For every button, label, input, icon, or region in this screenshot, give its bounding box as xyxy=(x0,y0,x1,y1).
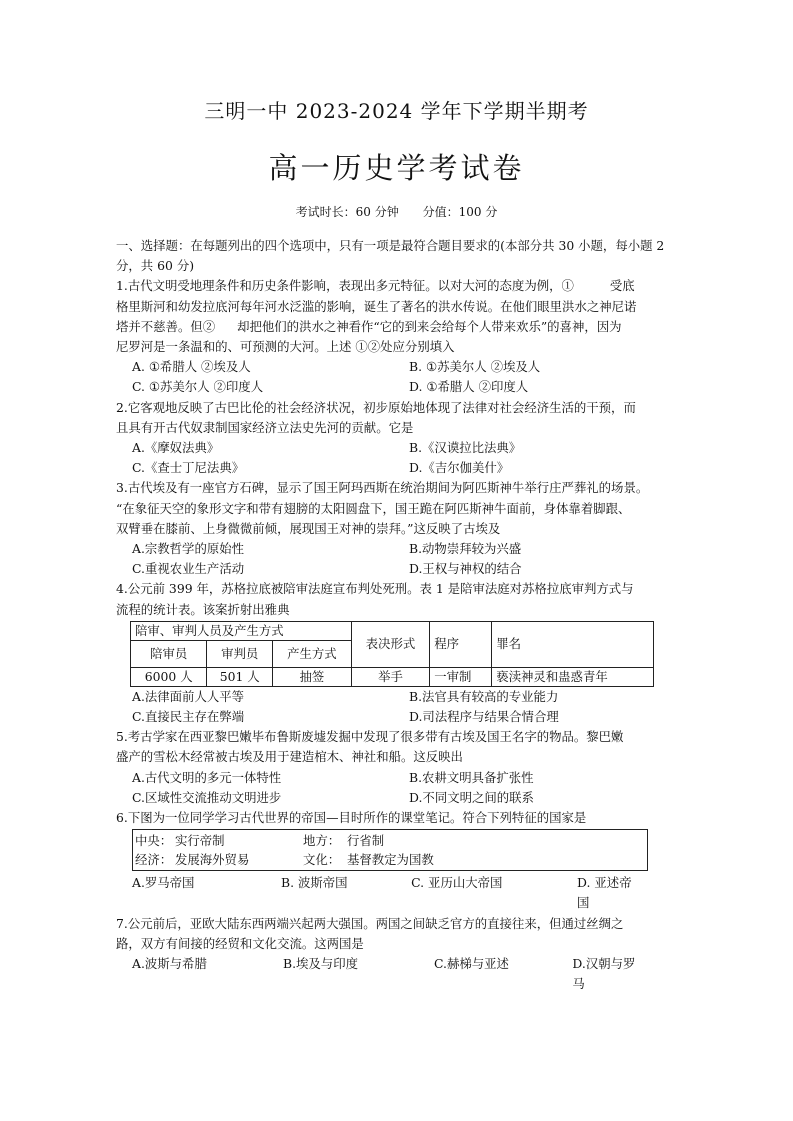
q5-options-row xyxy=(116,788,678,808)
section-heading: 一、选择题：在每题列出的四个选项中，只有一项是最符合题目要求的(本部分共 30 小题，每小题 2 分，共 60 分) xyxy=(116,238,665,274)
question-4 xyxy=(116,579,678,727)
q6-option-d[interactable]: D. 亚述帝国 xyxy=(577,875,632,911)
q5-line: 盛产的雪松木经常被古埃及用于建造棺木、神社和船。这反映出 xyxy=(116,749,463,765)
q5-options-row xyxy=(116,768,678,788)
q1-line: 尼罗河是一条温和的、可预测的大河。上述 ①②处应分别填入 xyxy=(116,339,455,355)
q3-option-d[interactable]: D.王权与神权的结合 xyxy=(409,561,522,577)
table-header-charge: 罪名 xyxy=(492,621,654,667)
q7-line: 7.公元前后，亚欧大陆东西两端兴起两大强国。两国之间缺乏官方的直接往来，但通过丝绸之 xyxy=(116,915,624,931)
notes-value: 发展海外贸易 xyxy=(175,852,250,868)
q4-option-d[interactable]: D.司法程序与结果合情合理 xyxy=(409,709,559,725)
notes-value: 行省制 xyxy=(347,833,385,849)
q6-option-c[interactable]: C. 亚历山大帝国 xyxy=(411,875,503,891)
q7-option-d[interactable]: D.汉朝与罗马 xyxy=(572,956,636,992)
q2-options-row xyxy=(116,438,678,458)
q3-options-row xyxy=(116,559,678,579)
q5-line: 5.考古学家在西亚黎巴嫩毕布鲁斯废墟发掘中发现了很多带有古埃及国王名字的物品。黎巴嫩 xyxy=(116,729,624,745)
table-cell: 举手 xyxy=(351,667,430,686)
q1-option-b[interactable]: B. ①苏美尔人 ②埃及人 xyxy=(409,359,541,375)
question-1 xyxy=(116,276,678,397)
table-header-method: 产生方式 xyxy=(273,640,352,667)
q1-line: 1.古代文明受地理条件和历史条件影响，表现出多元特征。以对大河的态度为例，① xyxy=(116,278,574,294)
notes-label: 地方： xyxy=(303,833,341,849)
q6-option-b[interactable]: B. 波斯帝国 xyxy=(280,875,348,891)
question-content xyxy=(116,236,678,995)
q1-option-d[interactable]: D. ①希腊人 ②印度人 xyxy=(409,379,529,395)
q4-options-row xyxy=(116,687,678,707)
q1-option-c[interactable]: C. ①苏美尔人 ②印度人 xyxy=(132,379,264,395)
q7-option-b[interactable]: B.埃及与印度 xyxy=(282,956,358,972)
trial-stats-table xyxy=(130,621,654,687)
q6-option-a[interactable]: A.罗马帝国 xyxy=(132,875,195,891)
q2-line: 且具有开古代奴隶制国家经济立法史先河的贡献。它是 xyxy=(116,419,414,435)
q5-option-d[interactable]: D.不同文明之间的联系 xyxy=(409,789,534,805)
notes-label: 中央： xyxy=(135,833,173,849)
q4-option-a[interactable]: A.法律面前人人平等 xyxy=(132,688,245,704)
q7-option-c[interactable]: C.赫梯与亚述 xyxy=(433,956,509,972)
q4-option-c[interactable]: C.直接民主存在弊端 xyxy=(132,709,245,725)
table-group-header: 陪审、审判人员及产生方式 xyxy=(131,621,352,640)
q1-options-row xyxy=(116,357,678,377)
q2-option-a[interactable]: A.《摩奴法典》 xyxy=(132,440,220,456)
table-header-jurors: 陪审员 xyxy=(131,640,207,667)
table-cell: 抽签 xyxy=(273,667,352,686)
q3-option-a[interactable]: A.宗教哲学的原始性 xyxy=(132,541,245,557)
question-7 xyxy=(116,914,678,995)
q3-line: 双臂垂在膝前、上身微微前倾，展现国王对神的崇拜。”这反映了古埃及 xyxy=(116,520,501,536)
q5-option-c[interactable]: C.区域性交流推动文明进步 xyxy=(132,789,282,805)
exam-title: 高一历史学考试卷 xyxy=(268,151,525,185)
table-cell: 501 人 xyxy=(207,667,273,686)
notes-label: 经济： xyxy=(135,852,173,868)
school-exam-line: 三明一中 2023-2024 学年下学期半期考 xyxy=(204,99,589,123)
q3-line: “在象征天空的象形文字和带有翅膀的太阳圆盘下，国王跪在阿匹斯神牛面前，身体靠着脚跟、 xyxy=(116,500,631,516)
q3-options-row xyxy=(116,539,678,559)
table-row xyxy=(131,667,654,686)
q1-line: 格里斯河和幼发拉底河每年河水泛滥的影响，诞生了著名的洪水传说。在他们眼里洪水之神尼诺 xyxy=(116,298,637,314)
notes-value: 基督教定为国教 xyxy=(347,852,434,868)
table-header-judges: 审判员 xyxy=(207,640,273,667)
q2-option-b[interactable]: B.《汉谟拉比法典》 xyxy=(409,440,522,456)
q3-option-b[interactable]: B.动物崇拜较为兴盛 xyxy=(409,541,522,557)
question-6 xyxy=(116,808,678,914)
q4-option-b[interactable]: B.法官具有较高的专业能力 xyxy=(409,688,559,704)
q2-options-row xyxy=(116,458,678,478)
q7-option-a[interactable]: A.波斯与希腊 xyxy=(132,956,207,972)
q2-line: 2.它客观地反映了古巴比伦的社会经济状况，初步原始地体现了法律对社会经济生活的干预，而 xyxy=(116,399,636,415)
q6-options-row xyxy=(116,873,678,913)
exam-meta xyxy=(0,203,793,220)
q7-line: 路，双方有间接的经贸和文化交流。这两国是 xyxy=(116,935,364,951)
exam-total-score: 分值：100 分 xyxy=(422,205,498,219)
q4-line: 4.公元前 399 年，苏格拉底被陪审法庭宣布判处死刑。表 1 是陪审法庭对苏格拉底审判方式与 xyxy=(116,581,634,597)
q1-line: 受底 xyxy=(609,278,635,294)
q5-option-a[interactable]: A.古代文明的多元一体特性 xyxy=(132,769,282,785)
q4-line: 流程的统计表。该案折射出雅典 xyxy=(116,601,290,617)
question-2 xyxy=(116,398,678,479)
notes-label: 文化： xyxy=(303,852,341,868)
table-header-procedure: 程序 xyxy=(430,621,492,667)
question-3 xyxy=(116,478,678,579)
class-notes-box xyxy=(132,829,648,871)
q1-line: 却把他们的洪水之神看作“它的到来会给每个人带来欢乐”的喜神，因为 xyxy=(237,318,622,334)
table-header-vote: 表决形式 xyxy=(351,621,430,667)
table-cell: 一审制 xyxy=(430,667,492,686)
q6-line: 6.下图为一位同学学习古代世界的帝国—目时所作的课堂笔记。符合下列特征的国家是 xyxy=(116,810,587,826)
q3-line: 3.古代埃及有一座官方石碑，显示了国王阿玛西斯在统治期间为阿匹斯神牛举行庄严葬礼的场景。 xyxy=(116,480,649,496)
notes-value: 实行帝制 xyxy=(175,833,225,849)
table-cell: 6000 人 xyxy=(131,667,207,686)
q5-option-b[interactable]: B.农耕文明具备扩张性 xyxy=(409,769,534,785)
q1-line: 塔并不慈善。但② xyxy=(116,318,216,334)
q2-option-c[interactable]: C.《查士丁尼法典》 xyxy=(132,460,245,476)
q3-option-c[interactable]: C.重视农业生产活动 xyxy=(132,561,245,577)
q4-options-row xyxy=(116,707,678,727)
q1-options-row xyxy=(116,377,678,397)
exam-duration: 考试时长：60 分钟 xyxy=(295,205,399,219)
table-cell: 亵渎神灵和蛊惑青年 xyxy=(492,667,654,686)
q2-option-d[interactable]: D.《吉尔伽美什》 xyxy=(409,460,510,476)
q1-option-a[interactable]: A. ①希腊人 ②埃及人 xyxy=(132,359,251,375)
question-5 xyxy=(116,727,678,808)
q7-options-row xyxy=(116,954,678,994)
